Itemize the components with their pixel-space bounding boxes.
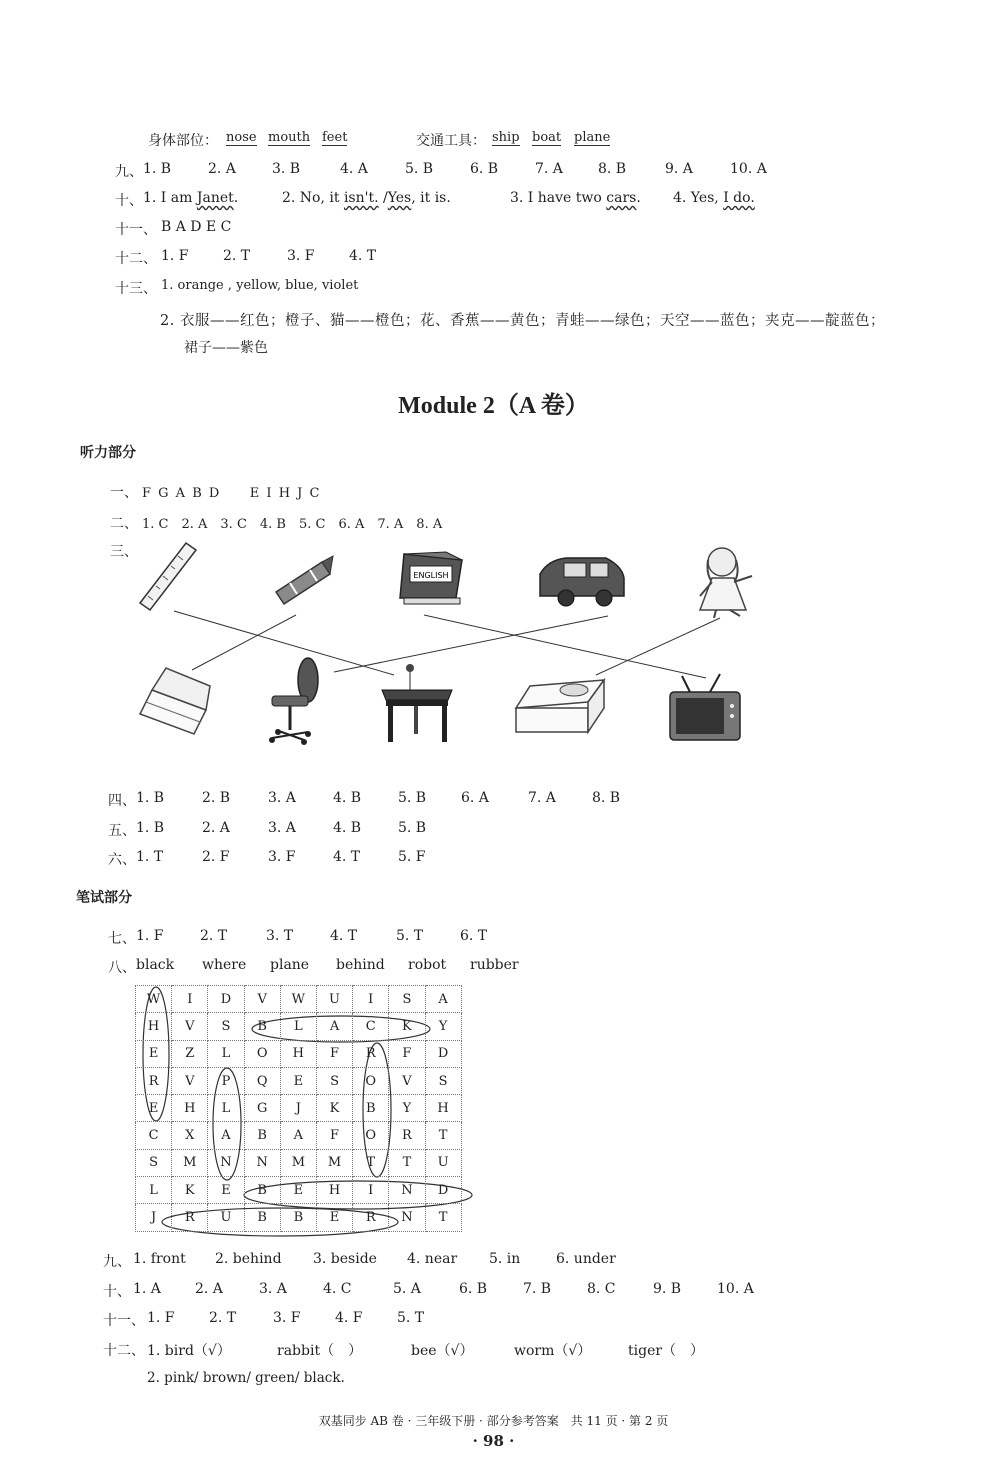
- grid-cell: D: [425, 1040, 461, 1067]
- page-number: · 98 ·: [472, 1432, 515, 1450]
- answer-item: 3. F: [287, 248, 315, 264]
- q-label: 五、: [108, 823, 136, 839]
- grid-row: [136, 1204, 462, 1231]
- q-label: 一、: [110, 485, 138, 501]
- grid-cell: K: [316, 1095, 352, 1122]
- chair-picture: [269, 658, 318, 745]
- answer-item: 1. F: [136, 928, 164, 944]
- grid-cell: W: [136, 986, 172, 1013]
- grid-cell: D: [425, 1177, 461, 1204]
- grid-cell: C: [136, 1122, 172, 1149]
- grid-cell: S: [208, 1013, 244, 1040]
- answer-item: 2. T: [200, 928, 228, 944]
- answer-item: 4. T: [349, 248, 377, 264]
- grid-cell: N: [244, 1149, 280, 1176]
- answer-text: 1. orange , yellow, blue, violet: [161, 278, 359, 293]
- television-picture: [670, 674, 740, 740]
- grid-cell: V: [389, 1067, 425, 1094]
- answer-text: B A D E C: [161, 219, 232, 235]
- grid-cell: N: [208, 1149, 244, 1176]
- grid-cell: H: [316, 1177, 352, 1204]
- book-label: ENGLISH: [413, 571, 449, 580]
- grid-cell: R: [389, 1122, 425, 1149]
- answer-text: , it is.: [411, 190, 451, 206]
- grid-cell: I: [172, 986, 208, 1013]
- answer-item: 1. F: [147, 1310, 175, 1326]
- doll-picture: [700, 548, 752, 618]
- grid-row: [136, 1149, 462, 1176]
- answer-item: 5. in: [489, 1251, 521, 1267]
- module-title: Module 2（A 卷）: [398, 393, 589, 419]
- grid-cell: T: [425, 1204, 461, 1231]
- answer-item: 1. B: [136, 820, 165, 836]
- grid-cell: H: [280, 1040, 316, 1067]
- answer-text: 3. I have two: [510, 190, 607, 206]
- answer-item: 4. B: [333, 820, 362, 836]
- q13-line3: 裙子——紫色: [184, 340, 268, 356]
- grid-cell: T: [389, 1149, 425, 1176]
- writing-header: 笔试部分: [76, 890, 132, 906]
- answer-item: 8. C: [587, 1281, 616, 1297]
- grid-cell: B: [244, 1177, 280, 1204]
- grid-cell: P: [208, 1067, 244, 1094]
- answer-item: 8. B: [592, 790, 621, 806]
- answer-item: 5. T: [397, 1310, 425, 1326]
- q-label: 十一、: [115, 222, 157, 238]
- answer-item: 5. F: [398, 849, 426, 865]
- answer-text: .: [233, 190, 239, 206]
- answer-item: 10. A: [730, 161, 767, 177]
- grid-cell: R: [172, 1204, 208, 1231]
- grid-cell: Y: [425, 1013, 461, 1040]
- transport-label: 交通工具：: [416, 133, 486, 149]
- grid-row: [136, 1122, 462, 1149]
- grid-row: [136, 1067, 462, 1094]
- grid-cell: O: [244, 1040, 280, 1067]
- answer-underlined: cars: [606, 190, 637, 206]
- answer-item: 1. bird（√）: [147, 1343, 231, 1359]
- grid-cell: V: [244, 986, 280, 1013]
- transport-word-3: plane: [574, 130, 611, 145]
- grid-cell: A: [316, 1013, 352, 1040]
- grid-cell: V: [172, 1067, 208, 1094]
- answer-item: 5. B: [398, 820, 427, 836]
- answer-item: 1. A: [133, 1281, 161, 1297]
- grid-cell: Y: [389, 1095, 425, 1122]
- answer-item: worm（√）: [514, 1343, 592, 1359]
- q-label: 十三、: [115, 281, 157, 297]
- answer-item: 6. B: [459, 1281, 488, 1297]
- grid-cell: A: [425, 986, 461, 1013]
- grid-cell: O: [353, 1067, 389, 1094]
- grid-cell: O: [353, 1122, 389, 1149]
- grid-cell: L: [208, 1040, 244, 1067]
- answer-item: 9. B: [653, 1281, 682, 1297]
- answer-item: bee（√）: [411, 1343, 474, 1359]
- answer-text: F G A B D E I H J C: [142, 486, 321, 501]
- answer-item: 9. A: [665, 161, 693, 177]
- grid-cell: E: [316, 1204, 352, 1231]
- answer-item: 5. B: [398, 790, 427, 806]
- grid-cell: A: [280, 1122, 316, 1149]
- grid-cell: L: [280, 1013, 316, 1040]
- answer-text: /: [378, 190, 388, 206]
- grid-cell: E: [136, 1095, 172, 1122]
- grid-cell: B: [280, 1204, 316, 1231]
- q-label: 四、: [108, 793, 136, 809]
- grid-cell: J: [136, 1204, 172, 1231]
- answer-item: 2. T: [209, 1310, 237, 1326]
- answer-underlined: isn't.: [343, 190, 379, 206]
- grid-cell: L: [136, 1177, 172, 1204]
- grid-cell: M: [316, 1149, 352, 1176]
- grid-row: [136, 986, 462, 1013]
- answer-underlined: Yes: [387, 190, 412, 206]
- toy-car-picture: [540, 558, 624, 606]
- q-label: 六、: [108, 852, 136, 868]
- pencil-box-picture: [140, 668, 210, 734]
- grid-cell: F: [316, 1040, 352, 1067]
- book-picture: [400, 552, 462, 604]
- answer-item: 4. F: [335, 1310, 363, 1326]
- grid-cell: S: [389, 986, 425, 1013]
- answer-item: 2. T: [223, 248, 251, 264]
- word-item: behind: [336, 957, 385, 973]
- grid-cell: I: [353, 1177, 389, 1204]
- q-label: 十、: [115, 193, 143, 209]
- grid-cell: E: [136, 1040, 172, 1067]
- answer-underlined: Janet: [196, 190, 234, 206]
- bed-picture: [516, 680, 604, 732]
- word-item: rubber: [470, 957, 519, 973]
- q-label: 十一、: [103, 1313, 145, 1329]
- grid-cell: G: [244, 1095, 280, 1122]
- answer-item: 4. T: [330, 928, 358, 944]
- grid-cell: V: [172, 1013, 208, 1040]
- crayon-picture: [276, 556, 333, 604]
- body-word-1: nose: [226, 130, 257, 145]
- listening-header: 听力部分: [80, 445, 136, 461]
- answer-item: 2. A: [202, 820, 230, 836]
- grid-cell: H: [425, 1095, 461, 1122]
- grid-cell: A: [208, 1122, 244, 1149]
- answer-item: 3. F: [268, 849, 296, 865]
- q-label: 十二、: [115, 251, 157, 267]
- answer-item: 1. B: [136, 790, 165, 806]
- answer-item: 6. B: [470, 161, 499, 177]
- answer-underlined: I do.: [723, 190, 755, 206]
- grid-cell: D: [208, 986, 244, 1013]
- answer-item: 4. A: [340, 161, 368, 177]
- answer-item: 3. beside: [313, 1251, 377, 1267]
- grid-cell: M: [172, 1149, 208, 1176]
- answer-item: 6. under: [556, 1251, 616, 1267]
- grid-cell: R: [136, 1067, 172, 1094]
- answer-item: 3. A: [259, 1281, 287, 1297]
- grid-cell: E: [280, 1067, 316, 1094]
- grid-cell: J: [280, 1095, 316, 1122]
- answer-text: 4. Yes,: [673, 190, 724, 206]
- answer-item: 5. B: [405, 161, 434, 177]
- answer-item: 2. B: [202, 790, 231, 806]
- answer-item: 4. B: [333, 790, 362, 806]
- answer-item: 4. T: [333, 849, 361, 865]
- answer-item: 7. A: [535, 161, 563, 177]
- grid-cell: F: [316, 1122, 352, 1149]
- answer-item: 2. F: [202, 849, 230, 865]
- grid-cell: U: [316, 986, 352, 1013]
- answer-item: 4. near: [407, 1251, 458, 1267]
- word-item: where: [202, 957, 247, 973]
- grid-cell: T: [353, 1149, 389, 1176]
- grid-cell: T: [425, 1122, 461, 1149]
- grid-cell: W: [280, 986, 316, 1013]
- q-label: 二、: [110, 516, 138, 532]
- answer-item: 4. C: [323, 1281, 352, 1297]
- word-item: robot: [408, 957, 447, 973]
- answer-item: 5. T: [396, 928, 424, 944]
- answer-item: tiger（ ）: [628, 1343, 705, 1359]
- body-word-2: mouth: [268, 130, 311, 145]
- grid-cell: X: [172, 1122, 208, 1149]
- grid-row: [136, 1013, 462, 1040]
- grid-cell: Q: [244, 1067, 280, 1094]
- grid-cell: C: [353, 1013, 389, 1040]
- word-item: plane: [270, 957, 310, 973]
- answer-text: .: [636, 190, 641, 206]
- q-label: 九、: [115, 164, 143, 180]
- grid-cell: B: [244, 1122, 280, 1149]
- answer-item: 6. A: [461, 790, 489, 806]
- answer-item: 6. T: [460, 928, 488, 944]
- body-word-3: feet: [322, 130, 348, 145]
- grid-cell: K: [389, 1013, 425, 1040]
- answer-item: 10. A: [717, 1281, 754, 1297]
- answer-item: 3. F: [273, 1310, 301, 1326]
- grid-cell: K: [172, 1177, 208, 1204]
- grid-cell: B: [244, 1204, 280, 1231]
- answer-item: 3. A: [268, 820, 296, 836]
- grid-cell: R: [353, 1040, 389, 1067]
- answer-item: 7. A: [528, 790, 556, 806]
- answer-item: 1. B: [143, 161, 172, 177]
- transport-word-2: boat: [532, 130, 562, 145]
- answer-item: 2. behind: [215, 1251, 282, 1267]
- grid-cell: N: [389, 1204, 425, 1231]
- grid-cell: N: [389, 1177, 425, 1204]
- answer-item: 1. front: [133, 1251, 186, 1267]
- grid-cell: S: [425, 1067, 461, 1094]
- grid-cell: H: [172, 1095, 208, 1122]
- word-item: black: [136, 957, 175, 973]
- grid-cell: S: [316, 1067, 352, 1094]
- answer-item: 1. T: [136, 849, 164, 865]
- ruler-picture: [140, 543, 196, 610]
- q-label: 八、: [108, 960, 136, 976]
- answer-item: 5. A: [393, 1281, 421, 1297]
- answer-item: 3. A: [268, 790, 296, 806]
- table-picture: [382, 664, 452, 742]
- answer-item: 3. B: [272, 161, 301, 177]
- l-q3-label: 三、: [110, 544, 138, 560]
- grid-cell: F: [389, 1040, 425, 1067]
- answer-text: 2. No, it: [282, 190, 344, 206]
- q-label: 九、: [103, 1254, 131, 1270]
- answer-item: 7. B: [523, 1281, 552, 1297]
- answer-item: 2. A: [195, 1281, 223, 1297]
- answer-text: 1. C 2. A 3. C 4. B 5. C 6. A 7. A 8. A: [142, 517, 443, 532]
- grid-cell: S: [136, 1149, 172, 1176]
- w-q12-line2: 2. pink/ brown/ green/ black.: [147, 1370, 345, 1386]
- q-label: 十、: [103, 1284, 131, 1300]
- grid-cell: B: [353, 1095, 389, 1122]
- grid-cell: L: [208, 1095, 244, 1122]
- grid-row: [136, 1095, 462, 1122]
- grid-cell: U: [208, 1204, 244, 1231]
- answer-item: 2. A: [208, 161, 236, 177]
- grid-cell: E: [208, 1177, 244, 1204]
- answer-item: 3. T: [266, 928, 294, 944]
- grid-cell: I: [353, 986, 389, 1013]
- body-parts-label: 身体部位：: [148, 133, 218, 149]
- grid-cell: E: [280, 1177, 316, 1204]
- grid-row: [136, 1040, 462, 1067]
- q-label: 十二、: [103, 1343, 145, 1359]
- answer-item: rabbit（ ）: [277, 1343, 363, 1359]
- grid-cell: B: [244, 1013, 280, 1040]
- grid-cell: H: [136, 1013, 172, 1040]
- grid-row: [136, 1177, 462, 1204]
- q13-line2: 2. 衣服——红色；橙子、猫——橙色；花、香蕉——黄色；青蛙——绿色；天空——蓝色；夹克——靛蓝色；: [160, 313, 885, 329]
- answer-text: 1. I am: [143, 190, 197, 206]
- word-search-grid: [135, 985, 462, 1232]
- grid-cell: Z: [172, 1040, 208, 1067]
- matching-lines: [174, 611, 720, 678]
- answer-item: 1. F: [161, 248, 189, 264]
- answer-item: 8. B: [598, 161, 627, 177]
- transport-word-1: ship: [492, 130, 520, 145]
- page-footer: 双基同步 AB 卷 · 三年级下册 · 部分参考答案 共 11 页 · 第 2 页: [318, 1414, 669, 1428]
- q-label: 七、: [108, 931, 136, 947]
- grid-cell: R: [353, 1204, 389, 1231]
- grid-cell: U: [425, 1149, 461, 1176]
- grid-cell: M: [280, 1149, 316, 1176]
